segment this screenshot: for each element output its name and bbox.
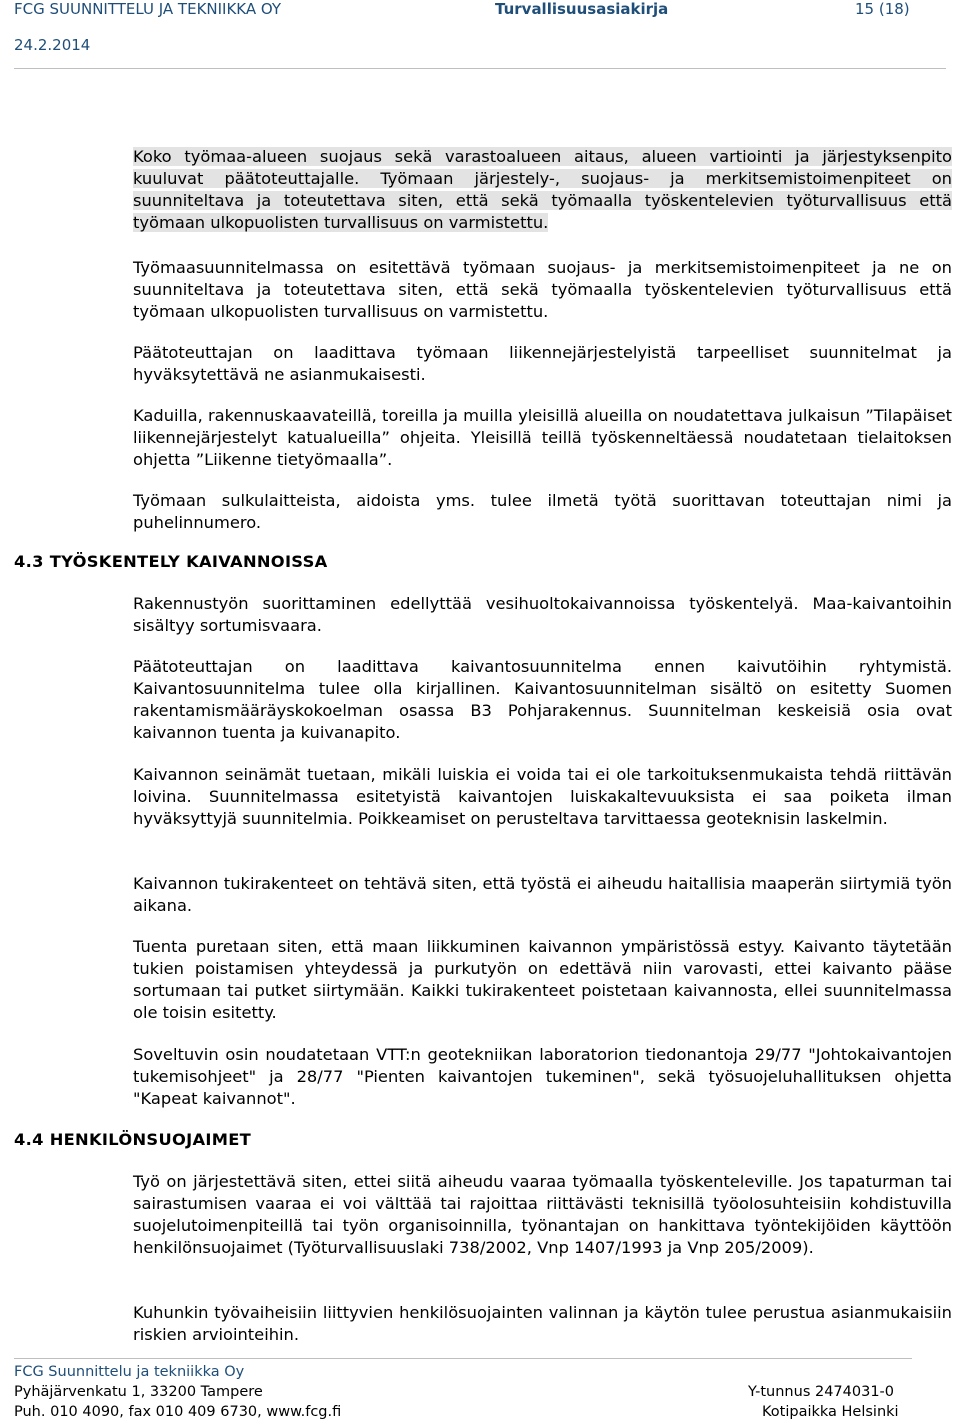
header-company: FCG SUUNNITTELU JA TEKNIIKKA OY <box>14 0 282 18</box>
paragraph-protective-equipment: Työ on järjestettävä siten, ettei siitä aiheudu vaaraa työmaalla työskenteleville. Jos tapaturman tai sairastumisen vaaraa ei voi välttää tai rajoittaa riittävästi teknisillä työolosuhteisiin kohdistuvilla suojelutoimenpiteillä tai työn organisoinnilla, työnantajan on hankittava työntekijöiden käyttöön henkilönsuojaimet (Työturvallisuuslaki 738/2002, Vnp 1407/1993 ja Vnp 205/2009). <box>133 1172 952 1257</box>
paragraph-excavation-plan: Päätoteuttajan on laadittava kaivantosuunnitelma ennen kaivutöihin ryhtymistä. Kaivantosuunnitelma tulee olla kirjallinen. Kaivantosuunnitelman sisältö on esitetty Suomen rakentamismääräyskokoelman osassa B3 Pohjarakennus. Suunnitelman keskeisiä osia ovat kaivannon tuenta ja kuivanapito. <box>133 657 952 742</box>
paragraph-barriers: Työmaan sulkulaitteista, aidoista yms. tulee ilmetä työtä suorittavan toteuttajan nimi ja puhelinnumero. <box>133 491 952 532</box>
section-heading-4-3: 4.3 TYÖSKENTELY KAIVANNOISSA <box>14 552 328 571</box>
paragraph-site-security <box>133 146 952 234</box>
header-divider <box>14 68 946 69</box>
paragraph-site-plan: Työmaasuunnitelmassa on esitettävä työmaan suojaus- ja merkitsemistoimenpiteet ja ne on suunniteltava ja toteutettava siten, että sekä työmaalla työskentelevien työturvallisuus että työmaan ulkopuolisten turvallisuus on varmistettu. <box>133 258 952 321</box>
section-heading-4-4: 4.4 HENKILÖNSUOJAIMET <box>14 1130 252 1149</box>
header-document-title: Turvallisuusasiakirja <box>495 0 669 18</box>
page-header <box>0 0 960 70</box>
paragraph-excavation-work: Rakennustyön suorittaminen edellyttää vesihuoltokaivannoissa työskentelyä. Maa-kaivantoihin sisältyy sortumisvaara. <box>133 594 952 635</box>
paragraph-traffic-plans: Päätoteuttajan on laadittava työmaan liikennejärjestelyistä tarpeelliset suunnitelmat ja hyväksytettävä ne asianmukaisesti. <box>133 343 952 384</box>
paragraph-support-structures: Kaivannon tukirakenteet on tehtävä siten, että työstä ei aiheudu haitallisia maaperän siirtymiä työn aikana. <box>133 874 952 915</box>
paragraph-street-areas: Kaduilla, rakennuskaavateillä, toreilla ja muilla yleisillä alueilla on noudatettava julkaisun ”Tilapäiset liikennejärjestelyt katualueilla” ohjeita. Yleisillä teillä työskenneltäessä noudatetaan tielaitoksen ohjetta ”Liikenne tietyömaalla”. <box>133 406 952 469</box>
footer-business-id: Y-tunnus 2474031-0 <box>748 1384 895 1400</box>
paragraph-vtt-guidance: Soveltuvin osin noudatetaan VTT:n geotekniikan laboratorion tiedonantoja 29/77 "Johtokaivantojen tukemisohjeet" ja 28/77 "Pienten kaivantojen tukeminen", sekä työsuojeluhallituksen ohjetta "Kapeat kaivannot". <box>133 1045 952 1108</box>
header-date: 24.2.2014 <box>14 36 91 54</box>
header-page-number: 15 (18) <box>855 0 910 18</box>
paragraph-support-removal: Tuenta puretaan siten, että maan liikkuminen kaivannon ympäristössä estyy. Kaivanto täytetään tukien poistamisen yhteydessä ja purkutyön on edettävä niin varovasti, ettei kaivanto pääse sortumaan tai putket siirtymään. Kaikki tukirakenteet poistetaan kaivannosta, ellei suunnitelmassa ole toisin esitetty. <box>133 937 952 1022</box>
footer-divider <box>14 1358 912 1359</box>
page-footer <box>0 1358 960 1421</box>
footer-address: Pyhäjärvenkatu 1, 33200 Tampere <box>14 1384 263 1400</box>
footer-contact: Puh. 010 4090, fax 010 409 6730, www.fcg.fi <box>14 1404 342 1420</box>
paragraph-trench-walls: Kaivannon seinämät tuetaan, mikäli luiskia ei voida tai ei ole tarkoituksenmukaista tehdä riittävän loivina. Suunnitelmassa esitetyistä kaivantojen luiskakaltevuuksista ei saa poiketa ilman hyväksyttyjä suunnitelmia. Poikkeamiset on perusteltava tarvittaessa geoteknisin laskelmin. <box>133 765 952 828</box>
footer-company: FCG Suunnittelu ja tekniikka Oy <box>14 1364 245 1380</box>
highlighted-text: Koko työmaa-alueen suojaus sekä varastoalueen aitaus, alueen vartiointi ja järjestyksenpito kuuluvat päätoteuttajalle. Työmaan järjestely-, suojaus- ja merkitsemistoimenpiteet on suunniteltava ja toteutettava siten, että sekä työmaalla työskentelevien työturvallisuus että työmaan ulkopuolisten turvallisuus on varmistettu. <box>133 147 952 232</box>
paragraph-risk-assessment: Kuhunkin työvaiheisiin liittyvien henkilösuojainten valinnan ja käytön tulee perustua asianmukaisiin riskien arviointeihin. <box>133 1303 952 1344</box>
footer-domicile: Kotipaikka Helsinki <box>762 1404 899 1420</box>
